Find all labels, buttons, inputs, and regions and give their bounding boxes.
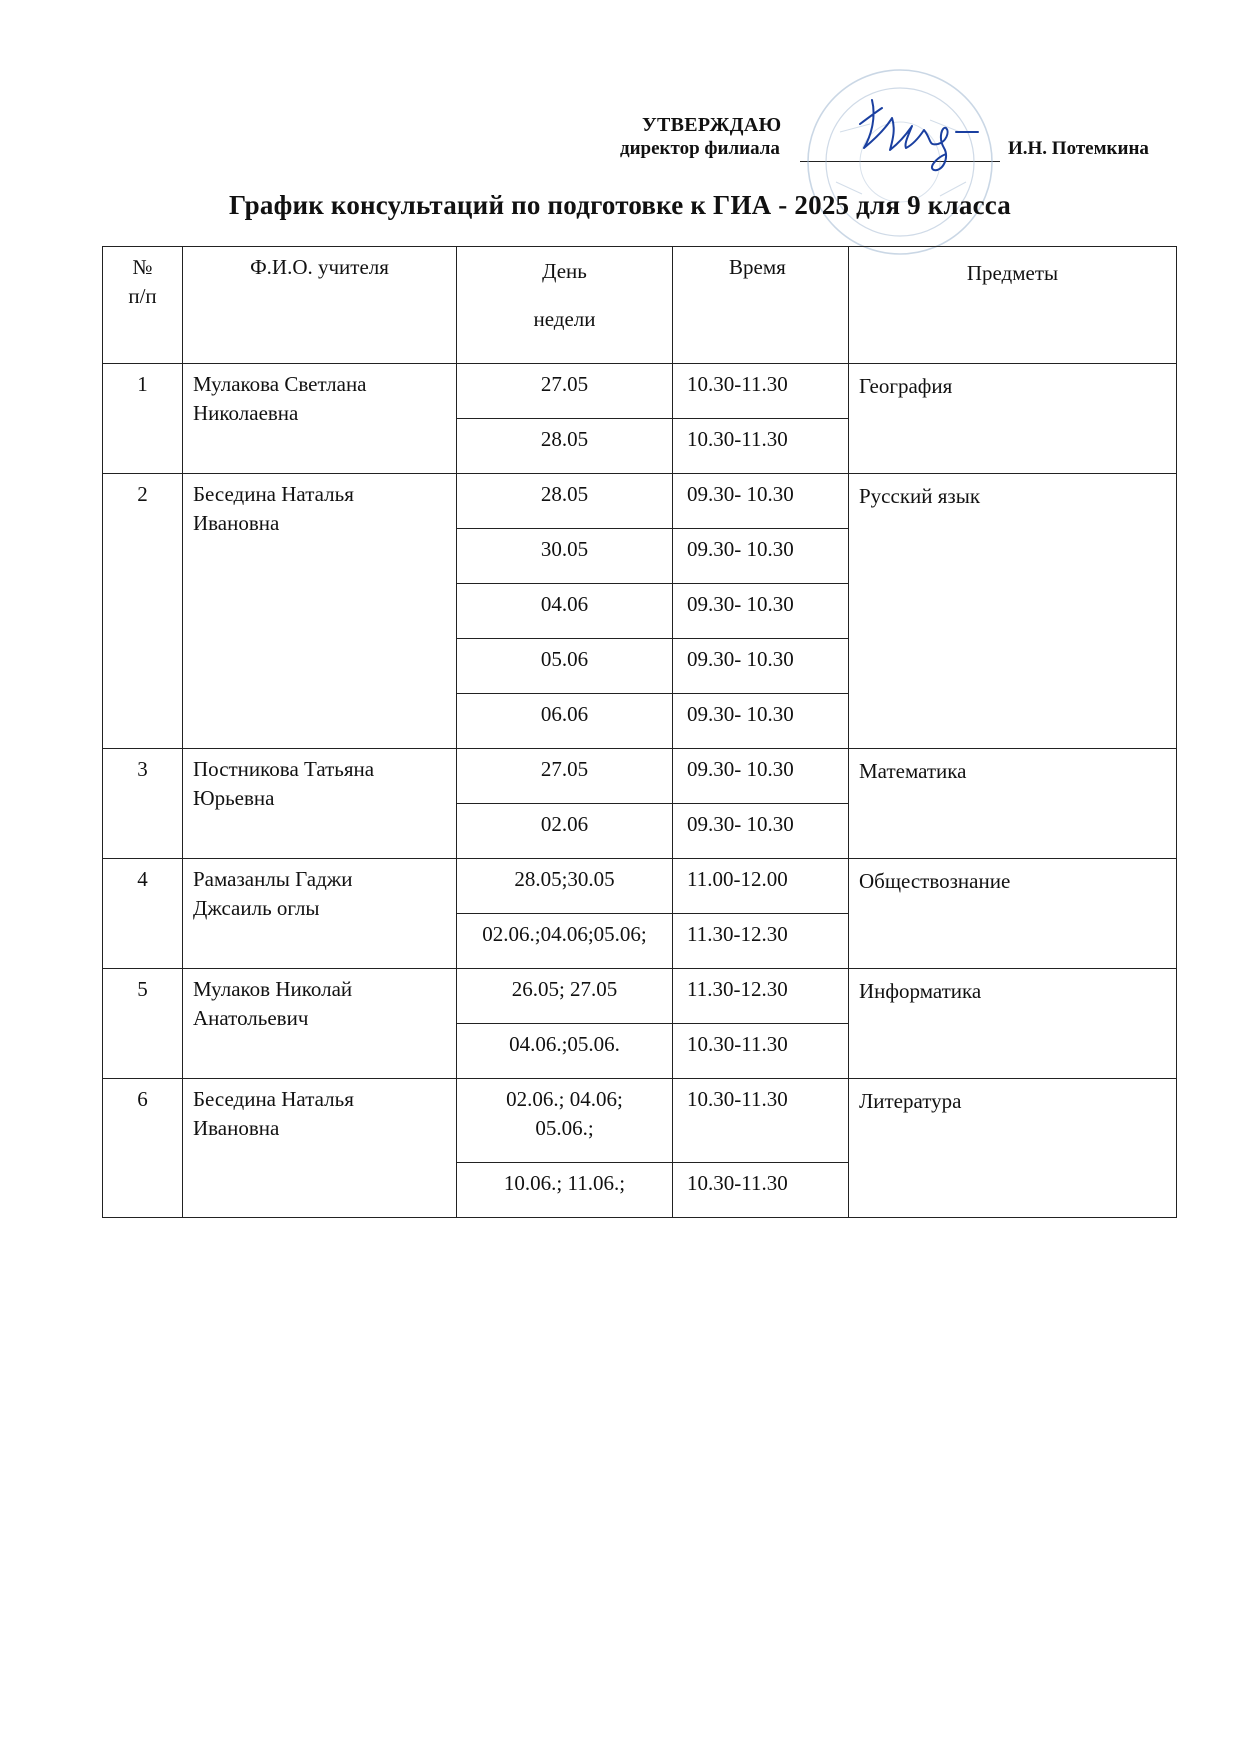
subject: Математика [849, 749, 1177, 859]
header-day: День недели [457, 247, 673, 364]
session-day: 27.05 [457, 749, 673, 804]
table-row [103, 1079, 1177, 1163]
session-day: 05.06 [457, 639, 673, 694]
subject: География [849, 364, 1177, 474]
header-subjects: Предметы [849, 247, 1177, 364]
table-row [103, 749, 1177, 804]
teacher-name: Мулакова Светлана Николаевна [183, 364, 457, 474]
session-day: 06.06 [457, 694, 673, 749]
session-time: 09.30- 10.30 [673, 529, 849, 584]
session-time: 09.30- 10.30 [673, 694, 849, 749]
subject: Литература [849, 1079, 1177, 1218]
session-time: 10.30-11.30 [673, 364, 849, 419]
table-row [103, 859, 1177, 914]
session-day: 28.05 [457, 419, 673, 474]
row-number: 3 [103, 749, 183, 859]
table-row [103, 969, 1177, 1024]
table-row [103, 364, 1177, 419]
session-time: 10.30-11.30 [673, 419, 849, 474]
subject: Обществознание [849, 859, 1177, 969]
session-time: 09.30- 10.30 [673, 804, 849, 859]
session-time: 10.30-11.30 [673, 1024, 849, 1079]
stamp-image [800, 62, 1000, 262]
session-day: 26.05; 27.05 [457, 969, 673, 1024]
session-day: 04.06.;05.06. [457, 1024, 673, 1079]
teacher-name: Беседина Наталья Ивановна [183, 474, 457, 749]
subject: Русский язык [849, 474, 1177, 749]
session-day: 28.05 [457, 474, 673, 529]
signature-line [800, 161, 1000, 162]
row-number: 2 [103, 474, 183, 749]
teacher-name: Беседина Наталья Ивановна [183, 1079, 457, 1218]
director-name: И.Н. Потемкина [1008, 138, 1149, 159]
row-number: 4 [103, 859, 183, 969]
row-number: 5 [103, 969, 183, 1079]
header-number: № п/п [103, 247, 183, 364]
table-header-row [103, 247, 1177, 364]
schedule-table [102, 246, 1177, 1218]
signature-image [842, 88, 1017, 180]
session-time: 11.30-12.30 [673, 914, 849, 969]
approval-role: директор филиала [620, 138, 780, 159]
row-number: 1 [103, 364, 183, 474]
approval-title: УТВЕРЖДАЮ [642, 114, 782, 136]
session-time: 09.30- 10.30 [673, 639, 849, 694]
session-time: 09.30- 10.30 [673, 749, 849, 804]
session-time: 09.30- 10.30 [673, 474, 849, 529]
session-day: 10.06.; 11.06.; [457, 1163, 673, 1218]
session-time: 11.30-12.30 [673, 969, 849, 1024]
subject: Информатика [849, 969, 1177, 1079]
session-day: 30.05 [457, 529, 673, 584]
teacher-name: Мулаков Николай Анатольевич [183, 969, 457, 1079]
header-teacher: Ф.И.О. учителя [183, 247, 457, 364]
session-time: 09.30- 10.30 [673, 584, 849, 639]
table-row [103, 474, 1177, 529]
session-time: 11.00-12.00 [673, 859, 849, 914]
session-time: 10.30-11.30 [673, 1163, 849, 1218]
session-time: 10.30-11.30 [673, 1079, 849, 1163]
teacher-name: Постникова Татьяна Юрьевна [183, 749, 457, 859]
row-number: 6 [103, 1079, 183, 1218]
session-day: 02.06.;04.06;05.06; [457, 914, 673, 969]
session-day: 02.06.; 04.06; 05.06.; [457, 1079, 673, 1163]
document-title: График консультаций по подготовке к ГИА - 2025 для 9 класса [228, 190, 1011, 220]
header-time: Время [673, 247, 849, 364]
session-day: 27.05 [457, 364, 673, 419]
teacher-name: Рамазанлы Гаджи Джсаиль оглы [183, 859, 457, 969]
session-day: 02.06 [457, 804, 673, 859]
session-day: 04.06 [457, 584, 673, 639]
session-day: 28.05;30.05 [457, 859, 673, 914]
